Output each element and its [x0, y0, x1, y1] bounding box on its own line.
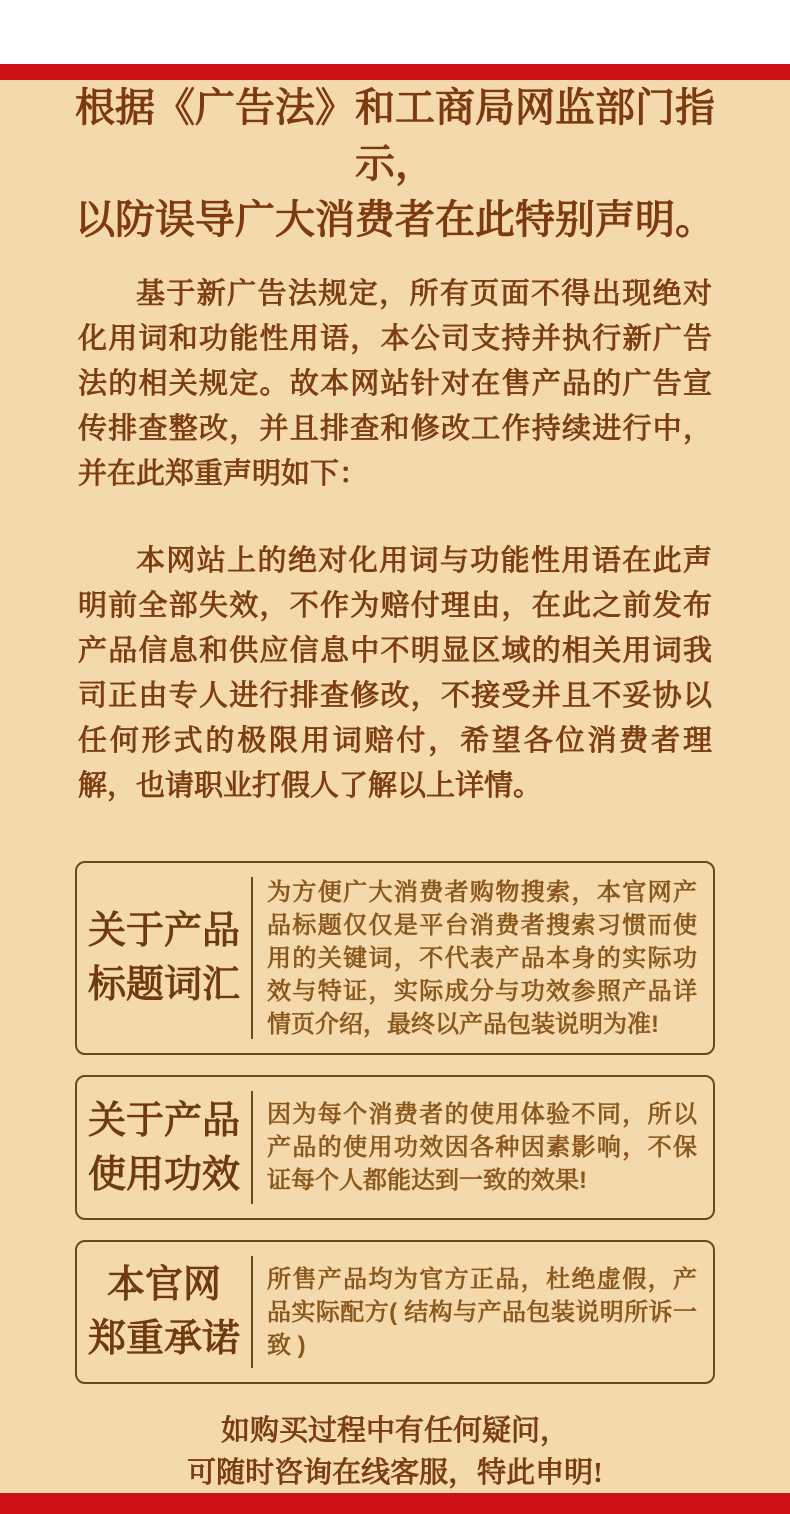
notice-box-label [77, 863, 251, 1053]
statement-paragraph-2: 本网站上的绝对化用词与功能性用语在此声明前全部失效，不作为赔付理由，在此之前发布产品信息和供应信息中不明显区域的相关用词我司正由专人进行排查修改，不接受并且不妥协以任何形式的极限用词赔付，希望各位消费者理解，也请职业打假人了解以上详情。 [78, 545, 712, 802]
bottom-red-band [0, 1493, 790, 1514]
disclaimer-page [0, 64, 790, 1514]
notice-box-text-content: 因为每个消费者的使用体验不同，所以产品的使用功效因各种因素影响，不保证每个人都能达到一致的效果! [267, 1101, 697, 1194]
notice-box-label [77, 1077, 251, 1218]
notice-box-product-title [75, 861, 715, 1055]
notice-box-text-content: 为方便广大消费者购物搜索，本官网产品标题仅仅是平台消费者搜索习惯而使用的关键词，不代表产品本身的实际功效与特证，实际成分与功效参照产品详情页介绍，最终以产品包装说明为准! [267, 878, 697, 1038]
notice-boxes [75, 861, 715, 1384]
notice-box-product-effect [75, 1075, 715, 1220]
footer-note-line-2: 可随时咨询在线客服，特此申明! [187, 1457, 603, 1489]
notice-box-label-line-2: 标题词汇 [87, 964, 240, 1006]
notice-box-text [253, 1077, 713, 1218]
notice-box-text [253, 863, 713, 1053]
statement-paragraph-1: 基于新广告法规定，所有页面不得出现绝对化用词和功能性用语，本公司支持并执行新广告法的相关规定。故本网站针对在售产品的广告宣传排查整改，并且排查和修改工作持续进行中，并在此郑重声明如下： [78, 278, 712, 490]
notice-box-label-line-1: 关于产品 [87, 1099, 240, 1142]
notice-box-text [253, 1242, 713, 1382]
notice-box-official-promise [75, 1240, 715, 1384]
notice-box-label-line-2: 郑重承诺 [87, 1318, 240, 1360]
notice-box-text-content: 所售产品均为官方正品，杜绝虚假，产品实际配方( 结构与产品包装说明所诉一致 ) [267, 1265, 697, 1359]
notice-box-label-line-2: 使用功效 [87, 1153, 240, 1196]
footer-note-line-1: 如购买过程中有任何疑问， [220, 1415, 569, 1447]
top-red-band [0, 64, 790, 80]
notice-box-label-line-1: 关于产品 [87, 910, 240, 952]
page-title [40, 64, 750, 248]
notice-box-label [77, 1242, 251, 1382]
notice-box-label-line-1: 本官网 [106, 1264, 221, 1306]
page-title-line-1: 根据《广告法》和工商局网监部门指示， [75, 85, 715, 186]
page-title-line-2: 以防误导广大消费者在此特别声明。 [75, 197, 715, 242]
footer-note [0, 1410, 790, 1494]
